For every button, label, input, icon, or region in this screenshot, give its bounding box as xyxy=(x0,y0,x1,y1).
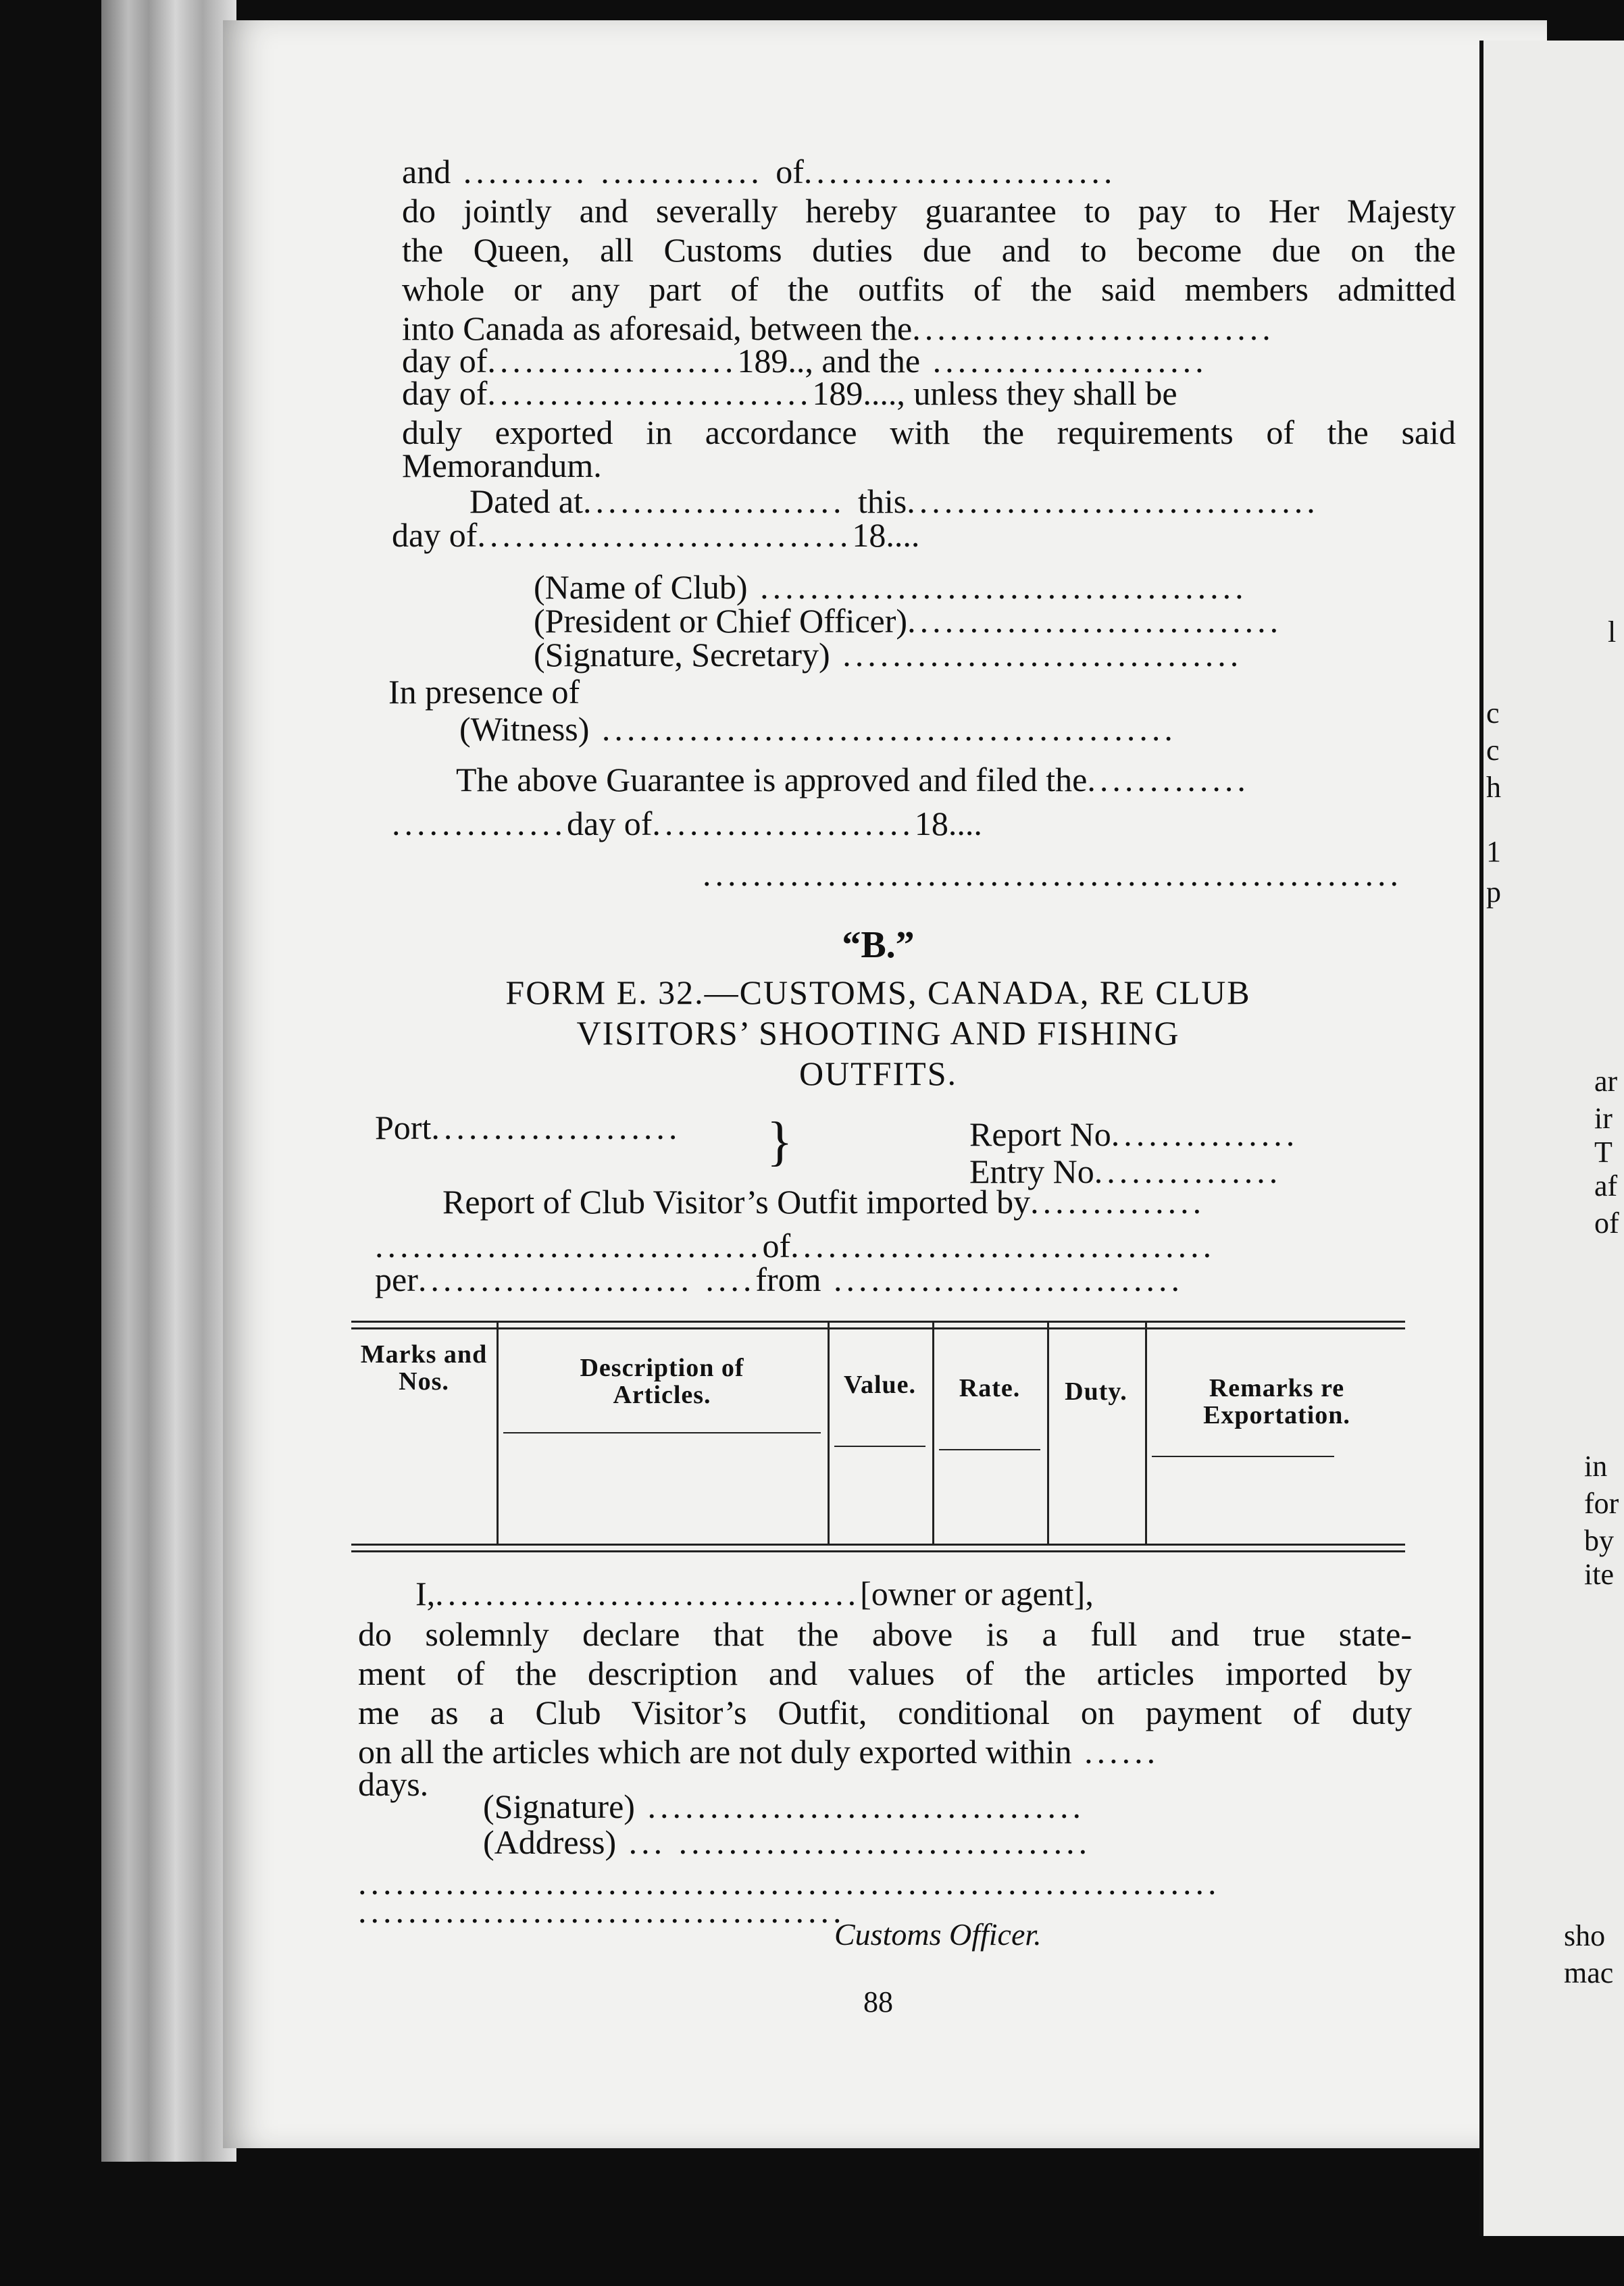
text-between: into Canada as aforesaid, between the xyxy=(402,309,913,347)
declaration-line-2: do solemnly declare that the above is a full and true state- xyxy=(358,1615,1412,1653)
text-and: and xyxy=(402,153,451,190)
approved-day-line: ..............day of.....................18.... xyxy=(392,805,982,842)
officer-dots-1: ..................................................................... xyxy=(358,1864,1221,1902)
col-header-marks: Marks and Nos. xyxy=(360,1340,488,1396)
label-address: (Address) xyxy=(483,1823,617,1861)
col-header-rate: Rate. xyxy=(959,1374,1021,1402)
next-page-fragment: l xyxy=(1608,615,1617,649)
customs-officer-label: Customs Officer. xyxy=(834,1917,1042,1952)
declaration-line-5: on all the articles which are not duly exported within ...... xyxy=(358,1733,1160,1771)
next-page-fragment: c xyxy=(1486,734,1500,767)
text-day-of: day of xyxy=(392,516,478,554)
table-rule-top-double xyxy=(351,1327,1405,1329)
report-of-line: Report of Club Visitor’s Outfit imported by.............. xyxy=(442,1183,1206,1221)
guarantee-line-5: into Canada as aforesaid, between the............................. xyxy=(402,309,1275,347)
label-name-of-club: (Name of Club) xyxy=(534,568,748,606)
label-signature: (Signature) xyxy=(483,1787,635,1825)
col-header-value: Value. xyxy=(843,1371,916,1399)
declaration-line-6: days. xyxy=(358,1765,429,1803)
text-i: I, xyxy=(415,1575,436,1612)
table-rule-bottom xyxy=(351,1544,1405,1546)
name-of-club-line: (Name of Club) ....................................... xyxy=(534,568,1248,606)
text-dated-at: Dated at xyxy=(470,482,583,520)
text-day-of: day of xyxy=(402,374,488,412)
approval-signature-dots: ........................................................ xyxy=(703,855,1402,893)
next-page-fragment: af xyxy=(1594,1169,1618,1202)
text-exported-within: on all the articles which are not duly exported within xyxy=(358,1733,1072,1771)
table-rule-bottom-double xyxy=(351,1550,1405,1552)
label-president: (President or Chief Officer) xyxy=(534,602,908,640)
per-from-line: per...................... ....from ............................ xyxy=(375,1261,1184,1298)
form-title-line-3: OUTFITS. xyxy=(798,1055,958,1092)
address-field: (Address) ... ................................. xyxy=(483,1823,1092,1861)
page-number: 88 xyxy=(863,1985,893,2018)
port-field: Port.................... xyxy=(375,1109,682,1146)
text-unless: 189...., unless they shall be xyxy=(812,374,1177,412)
witness-line: (Witness) .............................................. xyxy=(459,710,1177,748)
day-of-line: day of..............................18.... xyxy=(392,516,920,554)
next-page-fragment: ir xyxy=(1594,1102,1613,1135)
next-page-fragment: mac xyxy=(1564,1956,1614,1989)
text-of: of xyxy=(762,1227,791,1265)
table-underline xyxy=(834,1446,925,1447)
label-signature-secretary: (Signature, Secretary) xyxy=(534,636,830,674)
table-divider xyxy=(1145,1321,1147,1544)
text-of: of xyxy=(776,153,804,190)
guarantee-line-4: whole or any part of the outfits of the said members admitted xyxy=(402,270,1456,308)
text-owner-agent: [owner or agent], xyxy=(860,1575,1094,1612)
declaration-line-1: I,..................................[owner or agent], xyxy=(415,1575,1094,1612)
table-divider xyxy=(828,1321,830,1544)
next-page-fragment: ite xyxy=(1584,1558,1614,1591)
page-content xyxy=(351,0,1459,2229)
next-page-fragment: sho xyxy=(1564,1919,1606,1952)
guarantee-line-1: and .......... ............. of......................... xyxy=(402,153,1117,190)
table-divider xyxy=(497,1321,499,1544)
next-page-fragment: p xyxy=(1486,875,1501,909)
text-year-18: 18.... xyxy=(852,516,920,554)
text-day-of: day of xyxy=(567,805,653,842)
table-divider xyxy=(932,1321,934,1544)
brace-icon: } xyxy=(767,1112,793,1171)
next-page-fragment: in xyxy=(1584,1450,1608,1483)
signature-field: (Signature) ................................... xyxy=(483,1787,1085,1825)
signature-secretary-line: (Signature, Secretary) ................................ xyxy=(534,636,1243,674)
col-header-description: Description of Articles. xyxy=(580,1354,744,1409)
form-letter-b: “B.” xyxy=(842,924,915,966)
outfit-table xyxy=(351,1321,1405,1557)
officer-dots-2: ....................................... xyxy=(358,1892,846,1930)
form-title-line-2: VISITORS’ SHOOTING AND FISHING xyxy=(576,1014,1180,1052)
table-divider xyxy=(1047,1321,1049,1544)
in-presence-line: In presence of xyxy=(388,673,580,711)
label-port: Port xyxy=(375,1109,432,1146)
table-underline xyxy=(503,1432,821,1433)
report-no-field: Report No............... xyxy=(969,1115,1299,1153)
text-this: this xyxy=(857,482,907,520)
col-header-duty: Duty. xyxy=(1065,1377,1127,1406)
next-page-fragment: 1 xyxy=(1486,835,1501,868)
declaration-line-4: me as a Club Visitor’s Outfit, conditional on payment of duty xyxy=(358,1694,1412,1731)
text-report-of: Report of Club Visitor’s Outfit imported by xyxy=(442,1183,1031,1221)
guarantee-line-6: day of....................189.., and the ...................... xyxy=(402,342,1208,380)
of-line: ...............................of.................................. xyxy=(375,1227,1216,1265)
guarantee-line-8: duly exported in accordance with the requirements of the said xyxy=(402,413,1456,451)
next-page-fragment: h xyxy=(1486,771,1501,804)
text-from: from xyxy=(755,1261,821,1298)
dated-at-line: Dated at..................... this................................. xyxy=(470,482,1319,520)
table-underline xyxy=(939,1449,1040,1450)
text-approved: The above Guarantee is approved and filed the xyxy=(456,761,1088,798)
guarantee-line-3: the Queen, all Customs duties due and to become due on the xyxy=(402,231,1456,269)
text-day-of: day of xyxy=(402,342,488,380)
label-report-no: Report No xyxy=(969,1115,1111,1153)
table-rule-top xyxy=(351,1321,1405,1323)
guarantee-line-9: Memorandum. xyxy=(402,447,602,484)
next-page-fragment: by xyxy=(1584,1524,1614,1557)
next-page-fragment: for xyxy=(1584,1487,1619,1520)
guarantee-line-7: day of..........................189...., unless they shall be xyxy=(402,374,1177,412)
next-page-fragment: c xyxy=(1486,696,1500,730)
table-underline xyxy=(1152,1456,1334,1457)
text-189-and-the: 189.., and the xyxy=(737,342,921,380)
form-title-line-1: FORM E. 32.—CUSTOMS, CANADA, RE CLUB xyxy=(505,973,1251,1011)
approved-line: The above Guarantee is approved and filed the............. xyxy=(456,761,1250,798)
guarantee-line-2: do jointly and severally hereby guarantee to pay to Her Majesty xyxy=(402,192,1456,230)
next-page-fragment: T xyxy=(1594,1136,1613,1169)
declaration-line-3: ment of the description and values of the articles imported by xyxy=(358,1654,1412,1692)
next-page-fragment: of xyxy=(1594,1206,1619,1240)
label-entry-no: Entry No xyxy=(969,1152,1094,1190)
entry-no-field: Entry No............... xyxy=(969,1152,1282,1190)
col-header-remarks: Remarks re Exportation. xyxy=(1203,1374,1350,1429)
label-witness: (Witness) xyxy=(459,710,590,748)
book-page-edges xyxy=(101,0,236,2162)
president-line: (President or Chief Officer).............................. xyxy=(534,602,1283,640)
next-page-fragment: ar xyxy=(1594,1065,1618,1098)
text-per: per xyxy=(375,1261,418,1298)
text-year-18: 18.... xyxy=(914,805,982,842)
